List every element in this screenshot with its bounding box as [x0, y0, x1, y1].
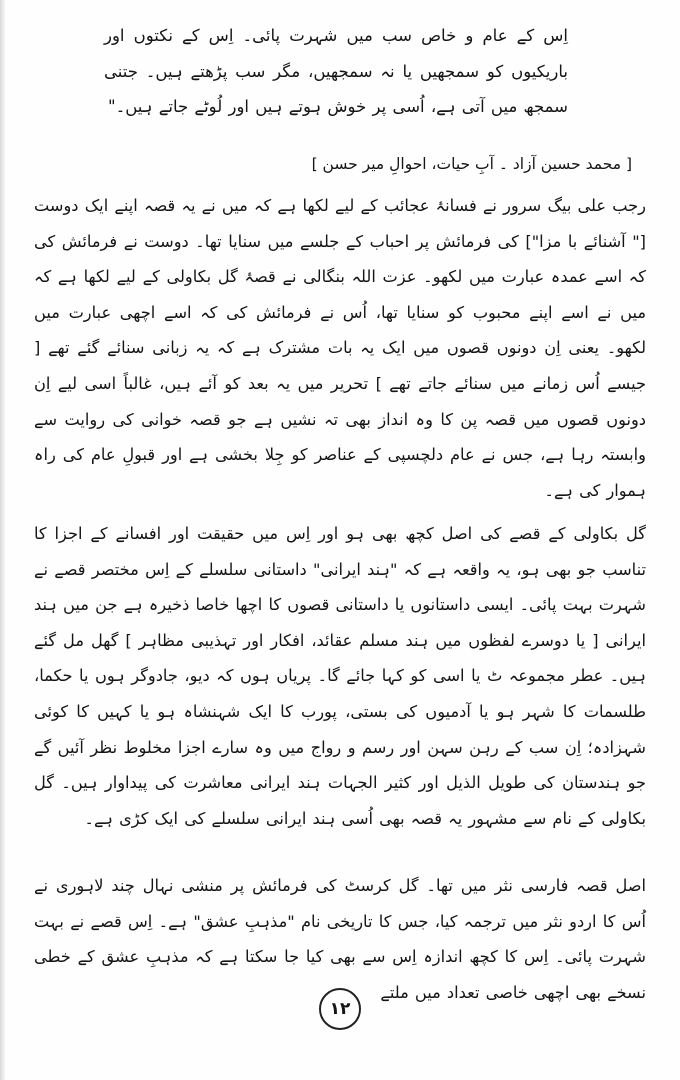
page-number: ۱۲ — [319, 988, 361, 1030]
page-scan-edge — [0, 0, 6, 1080]
paragraph-1: رجب علی بیگ سرور نے فسانۂ عجائب کے لیے لکھا ہے کہ میں نے یہ قصہ اپنے ایک دوست [" آشنائے با مزا"] کی فرمائش پر احباب کے جلسے میں سنایا تھا۔ دوست نے فرمائش کی کہ اسے عمدہ عبارت میں لکھو۔ عزت اللہ بنگالی نے قصۂ گل بکاولی کے لیے لکھا ہے کہ میں نے اسے اپنے محبوب کو سنایا تھا، اُس نے فرمائش کی کہ اسے اچھی عبارت میں لکھو۔ یعنی اِن دونوں قصوں میں ایک یہ بات مشترک ہے کہ یہ زبانی سنائے گئے تھے [ جیسے اُس زمانے میں سنائے جاتے تھے ] تحریر میں یہ بعد کو آئے ہیں، غالباً اسی لیے اِن دونوں قصوں میں قصہ پن کا وہ انداز بھی تہ نشیں ہے جو قصہ خوانی کی روایت سے وابستہ رہا ہے، جس نے عام دلچسپی کے عناصر کو جِلا بخشی ہے اور قبولِ عام کی راہ ہموار کی ہے۔ — [34, 196, 646, 500]
quote-citation: [ محمد حسین آزاد ۔ آبِ حیات، احوالِ میر حسن ] — [311, 155, 632, 173]
quoted-passage: اِس کے عام و خاص سب میں شہرت پائی۔ اِس کے نکتوں اور باریکیوں کو سمجھیں یا نہ سمجھیں، مگر سب پڑھتے ہیں۔ جتنی سمجھ میں آتی ہے، اُسی پر خوش ہوتے ہیں اور لُوٹے جاتے ہیں۔" — [104, 26, 568, 117]
paragraph-3: اصل قصہ فارسی نثر میں تھا۔ گل کرسٹ کی فرمائش پر منشی نہال چند لاہوری نے اُس کا اردو نثر میں ترجمہ کیا، جس کا تاریخی نام "مذہبِ عشق" ہے۔ اِس قصے نے بہت شہرت پائی۔ اِس کا کچھ اندازہ اِس سے بھی کیا جا سکتا ہے کہ مذہبِ عشق کے خطی نسخے بھی اچھی خاصی تعداد میں ملتے — [34, 876, 646, 1002]
paragraph-2: گل بکاولی کے قصے کی اصل کچھ بھی ہو اور اِس میں حقیقت اور افسانے کے اجزا کا تناسب جو بھی ہو، یہ واقعہ ہے کہ "ہند ایرانی" داستانی سلسلے کے اِس مختصر قصے نے شہرت بہت پائی۔ ایسی داستانوں یا داستانی قصوں کا اچھا خاصا ذخیرہ ہے جن میں ہند ایرانی [ یا دوسرے لفظوں میں ہند مسلم عقائد، افکار اور تہذیبی مظاہر ] گھل مل گئے ہیں۔ عطر مجموعہ ٹ یا اسی کو کہا جائے گا۔ پریاں ہوں کہ دیو، جادوگر ہوں یا حکما، طلسمات کا شہر ہو یا آدمیوں کی بستی، پورب کا ایک شہنشاہ ہو یا کہیں کا کوئی شہزادہ؛ اِن سب کے رہن سہن اور رسم و رواج میں وہ سارے اجزا مخلوط نظر آئیں گے جو ہندستان کی طویل الذیل اور کثیر الجہات ہند ایرانی معاشرت کی پیداوار ہیں۔ گل بکاولی کے نام سے مشہور یہ قصہ بھی اُسی ہند ایرانی سلسلے کی ایک کڑی ہے۔ — [34, 524, 646, 828]
